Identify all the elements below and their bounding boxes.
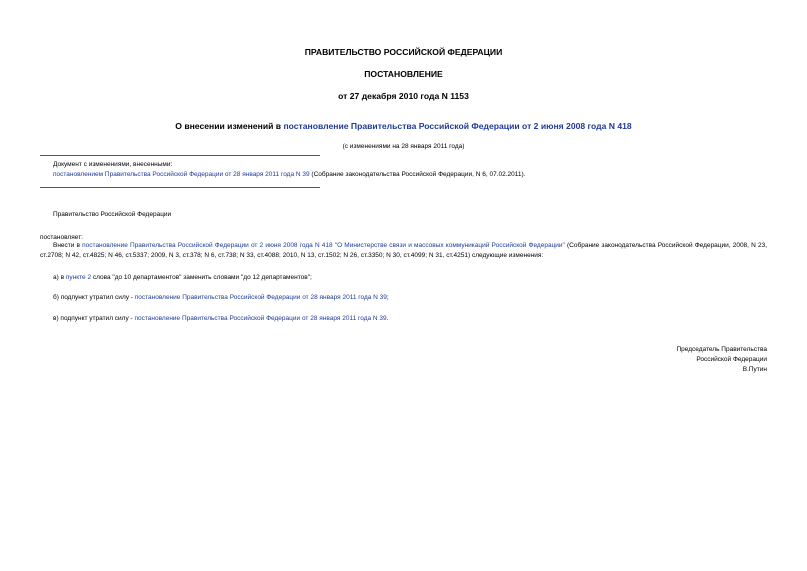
authority-heading: ПРАВИТЕЛЬСТВО РОССИЙСКОЙ ФЕДЕРАЦИИ (304, 47, 503, 57)
item-b-prefix: б) подпункт утратил силу - (53, 294, 135, 301)
item-a-prefix: а) в (53, 274, 66, 281)
para-link[interactable]: постановление Правительства Российской Федерации от 2 июня 2008 года N 418 "О Министерстве связи и массовых коммуникаций Российской Федерации" (82, 242, 565, 249)
note-top-divider (40, 155, 320, 156)
item-c-prefix: в) подпункт утратил силу - (53, 315, 135, 322)
signature-title-1: Председатель Правительства (676, 346, 767, 353)
document-title (40, 121, 767, 131)
item-b (53, 293, 389, 302)
item-c-link[interactable]: постановление Правительства Российской Федерации от 28 января 2011 года N 39 (134, 315, 387, 322)
note-bottom-divider (40, 187, 320, 188)
amend-note (53, 170, 526, 179)
document-type-heading: ПОСТАНОВЛЕНИЕ (364, 69, 443, 79)
item-a (53, 273, 312, 282)
date-number-heading: от 27 декабря 2010 года N 1153 (338, 91, 469, 101)
signature-title-2: Российской Федерации (696, 356, 767, 363)
decides-text: постановляет: (40, 234, 83, 241)
amend-note-link[interactable]: постановлением Правительства Российской Федерации от 28 января 2011 года N 39 (53, 171, 310, 178)
item-b-link[interactable]: постановление Правительства Российской Федерации от 28 января 2011 года N 39 (134, 294, 387, 301)
title-prefix: О внесении изменений в (175, 121, 284, 131)
main-paragraph (40, 241, 767, 261)
item-b-end: ; (386, 294, 389, 301)
government-text: Правительство Российской Федерации (53, 211, 172, 218)
item-a-rest: слова "до 10 департаментов" заменить словами "до 12 департаментов"; (91, 274, 312, 281)
item-a-link[interactable]: пункте 2 (65, 274, 92, 281)
item-c (53, 314, 388, 323)
title-link[interactable]: постановление Правительства Российской Федерации от 2 июня 2008 года N 418 (283, 121, 632, 131)
amend-note-label: Документ с изменениями, внесенными: (53, 161, 173, 168)
para-rest: (Собрание законодательства Российской Федерации, 2008, N 23, ст.2708; N 42, ст.4825; N 46, ст.5337; 2009, N 3, ст.378; N 6, ст.738; N 33, ст.4088; 2010, N 13, ст.1502; N 26, ст.3350; N 30, ст.4099; N 31, ст.4251) следующие изменения: (40, 242, 767, 259)
amend-note-source: (Собрание законодательства Российской Федерации, N 6, 07.02.2011). (309, 171, 526, 178)
para-prefix: Внести в (53, 242, 83, 249)
edition-note: (с изменениями на 28 января 2011 года) (342, 143, 465, 150)
item-c-end: . (386, 315, 389, 322)
signature-name: В.Путин (742, 366, 767, 373)
